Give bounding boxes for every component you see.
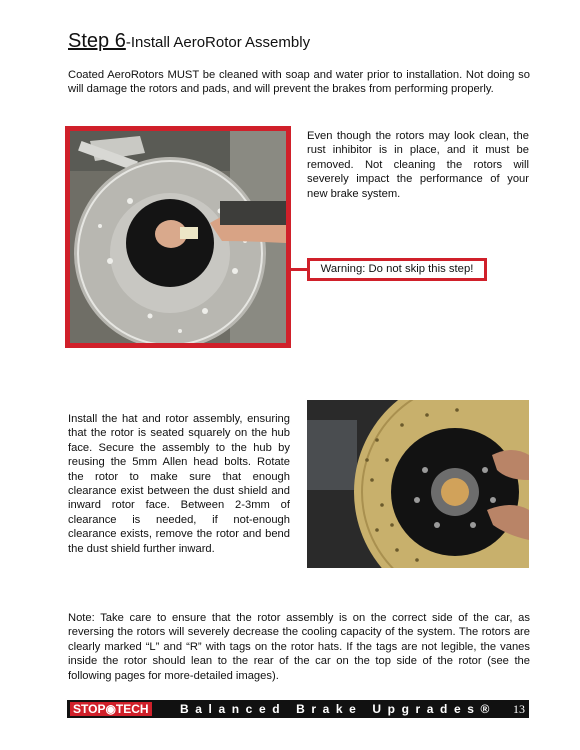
rotor-installed-photo (307, 400, 529, 568)
page-title (68, 30, 310, 53)
warning-text: Warning: Do not skip this step! (320, 263, 474, 275)
install-paragraph: Install the hat and rotor assembly, ensuring that the rotor is seated squarely on the hub face. Secure the assembly to the hub by reusing the 5mm Allen head bolts. Rotate the rotor to make sure that enough clearance exist between the dust shield and inward rotor face. Between 2-3mm of clearance is needed, if not-enough clearance exists, remove the rotor and bend the dust shield further inward. (68, 413, 290, 555)
footer-bar (67, 700, 529, 718)
rotor-cleaning-photo (65, 126, 291, 348)
cleaning-paragraph: Even though the rotors may look clean, the rust inhibitor is in place, and it must be removed. Not cleaning the rotors will severely impact the performance of your new brake system. (307, 130, 529, 200)
page-number: 13 (513, 702, 525, 716)
warning-connector-line (291, 268, 307, 271)
note-paragraph: Note: Take care to ensure that the rotor assembly is on the correct side of the car, as reversing the rotors will severely decrease the cooling capacity of the system. The rotors are clearly marked “L” and “R” with tags on the rotor hats. If the tags are not legible, the vanes inside the rotor should lean to the rear of the car on the top side of the rotor (see the following pages for more-detailed images). (68, 612, 530, 682)
footer-tagline: Balanced Brake Upgrades® (180, 702, 496, 716)
warning-box (307, 258, 487, 281)
step-label: Step 6 (68, 30, 126, 52)
stoptech-logo: STOP◉TECH (70, 702, 152, 716)
intro-paragraph: Coated AeroRotors MUST be cleaned with soap and water prior to installation. Not doing so will damage the rotors and pads, and will prevent the brakes from performing properly. (68, 69, 530, 96)
step-title: -Install AeroRotor Assembly (125, 34, 311, 51)
